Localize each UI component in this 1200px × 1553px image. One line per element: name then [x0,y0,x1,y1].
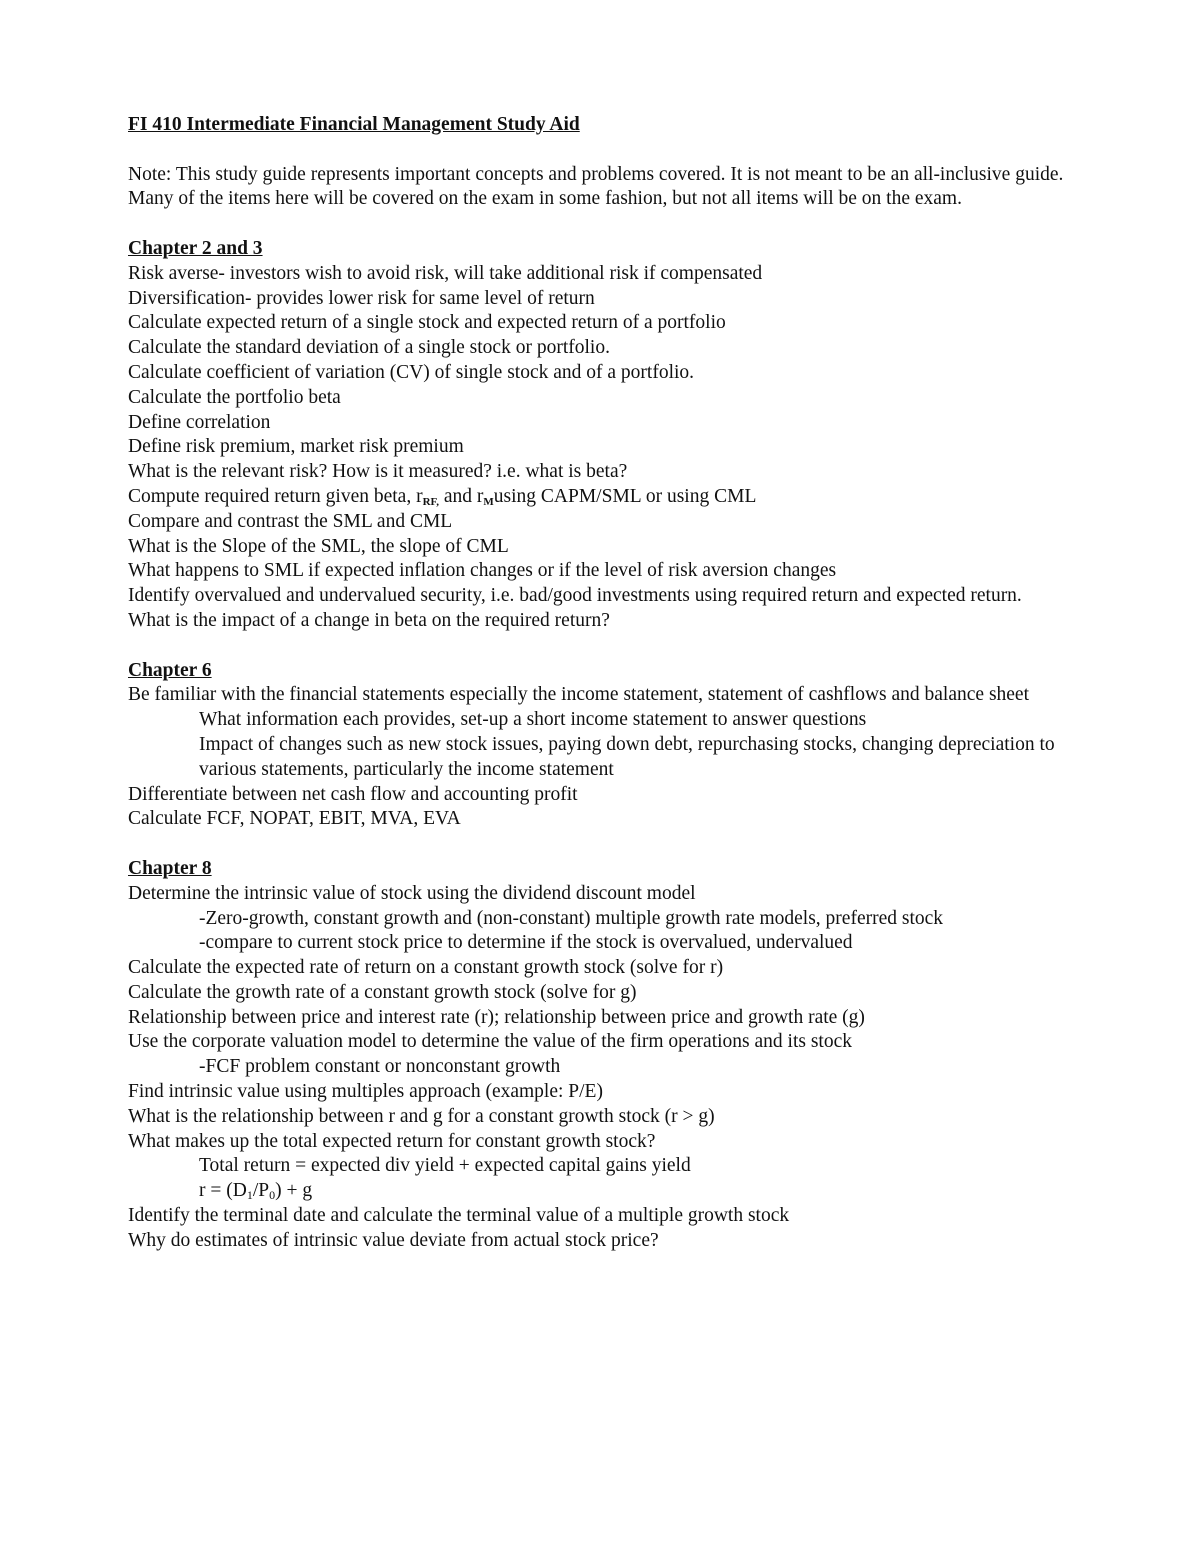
formula-part: ) + g [275,1180,313,1202]
indented-list-item: Impact of changes such as new stock issues, paying down debt, repurchasing stocks, changing depreciation to various statements, particularly the income statement [199,733,1055,780]
indented-list-item: -compare to current stock price to determine if the stock is overvalued, undervalued [199,932,853,954]
list-item: Diversification- provides lower risk for same level of return [128,287,595,309]
list-item: Use the corporate valuation model to determine the value of the firm operations and its stock [128,1031,852,1053]
capm-subscript-rf: RF, [422,495,439,508]
capm-suffix: using CAPM/SML or using CML [493,485,757,507]
formula-subscript-0: 0 [269,1188,276,1203]
list-item: Compare and contrast the SML and CML [128,510,453,532]
list-item: Differentiate between net cash flow and accounting profit [128,783,578,805]
formula-part: r = (D [199,1180,247,1202]
chapter-2-3-section [128,237,1068,634]
list-item: Calculate coefficient of variation (CV) of single stock and of a portfolio. [128,361,695,383]
study-guide-note: Note: This study guide represents important concepts and problems covered. It is not meant to be an all-inclusive guide. Many of the items here will be covered on the exam in some fashion, but not all items will be on the exam. [128,163,1064,210]
return-formula [128,1179,1068,1204]
list-item: Calculate the expected rate of return on a constant growth stock (solve for r) [128,957,724,979]
list-item: What is the relationship between r and g for a constant growth stock (r > g) [128,1105,715,1127]
list-item: What makes up the total expected return for constant growth stock? [128,1130,656,1152]
list-item: Risk averse- investors wish to avoid risk, will take additional risk if compensated [128,262,763,284]
list-item: Calculate the growth rate of a constant growth stock (solve for g) [128,981,637,1003]
list-item: Calculate the standard deviation of a single stock or portfolio. [128,337,610,359]
capm-subscript-m: M [483,495,494,508]
list-item: Define correlation [128,411,271,433]
indented-list-item: Total return = expected div yield + expected capital gains yield [199,1155,691,1177]
indented-list-item: What information each provides, set-up a short income statement to answer questions [199,709,867,731]
chapter-6-section [128,659,1068,833]
capm-prefix: Compute required return given beta, r [128,485,423,507]
chapter-heading: Chapter 6 [128,659,212,681]
list-item: What is the Slope of the SML, the slope of CML [128,535,509,557]
list-item: Determine the intrinsic value of stock using the dividend discount model [128,882,696,904]
indented-list-item: -Zero-growth, constant growth and (non-constant) multiple growth rate models, preferred stock [199,907,944,929]
document-page [128,113,1068,1254]
chapter-heading: Chapter 2 and 3 [128,237,263,259]
capm-list-item [128,485,1068,510]
list-item: Find intrinsic value using multiples approach (example: P/E) [128,1081,603,1103]
formula-part: /P [252,1180,270,1202]
list-item: Relationship between price and interest rate (r); relationship between price and growth rate (g) [128,1006,865,1028]
list-item: Be familiar with the financial statements especially the income statement, statement of cashflows and balance sheet [128,684,1030,706]
list-item: Identify the terminal date and calculate the terminal value of a multiple growth stock [128,1205,790,1227]
formula-subscript-1: 1 [246,1188,253,1203]
list-item: What happens to SML if expected inflation changes or if the level of risk aversion changes [128,560,837,582]
list-item: Define risk premium, market risk premium [128,436,464,458]
indented-list-item: -FCF problem constant or nonconstant growth [199,1056,561,1078]
list-item: What is the impact of a change in beta on the required return? [128,609,610,631]
capm-mid: and r [438,485,484,507]
chapter-heading: Chapter 8 [128,857,212,879]
list-item: Calculate expected return of a single stock and expected return of a portfolio [128,312,726,334]
chapter-8-section [128,857,1068,1254]
list-item: Calculate FCF, NOPAT, EBIT, MVA, EVA [128,808,461,830]
list-item: What is the relevant risk? How is it measured? i.e. what is beta? [128,461,628,483]
list-item: Calculate the portfolio beta [128,386,341,408]
list-item: Why do estimates of intrinsic value deviate from actual stock price? [128,1229,659,1251]
list-item: Identify overvalued and undervalued security, i.e. bad/good investments using required return and expected return. [128,585,1022,607]
document-title: FI 410 Intermediate Financial Management Study Aid [128,114,580,135]
